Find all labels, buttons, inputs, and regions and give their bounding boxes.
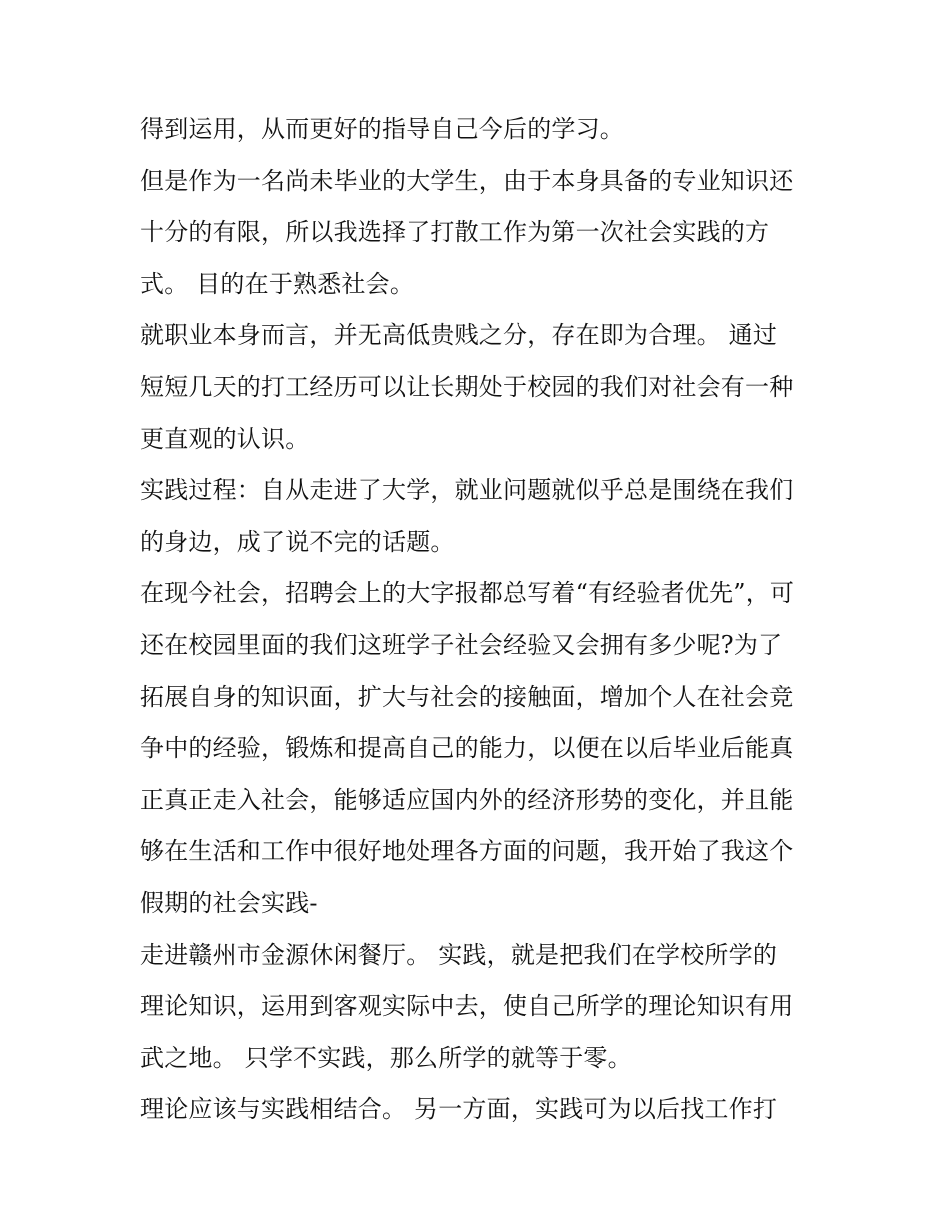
text-line-9: 的身边，成了说不完的话题。 (140, 527, 455, 556)
text-line-19: 武之地。 只学不实践，那么所学的就等于零。 (140, 1043, 632, 1072)
text-line-2: 但是作为一名尚未毕业的大学生，由于本身具备的专业知识还 (140, 166, 794, 195)
text-line-13: 争中的经验，锻炼和提高自己的能力，以便在以后毕业后能真 (140, 734, 794, 763)
text-line-16: 假期的社会实践- (140, 888, 318, 917)
text-line-1: 得到运用，从而更好的指导自己今后的学习。 (140, 115, 624, 143)
text-line-5: 就职业本身而言，并无高低贵贱之分，存在即为合理。 通过 (140, 321, 778, 350)
text-line-11: 还在校园里面的我们这班学子社会经验又会拥有多少呢?为了 (140, 630, 783, 659)
text-line-3: 十分的有限，所以我选择了打散工作为第一次社会实践的方 (140, 218, 770, 247)
text-line-6: 短短几天的打工经历可以让长期处于校园的我们对社会有一种 (140, 372, 794, 401)
text-line-7: 更直观的认识。 (140, 424, 310, 453)
text-line-4: 式。 目的在于熟悉社会。 (140, 269, 415, 298)
text-line-20: 理论应该与实践相结合。 另一方面，实践可为以后找工作打 (140, 1095, 778, 1124)
text-line-12: 拓展自身的知识面，扩大与社会的接触面，增加个人在社会竞 (140, 682, 794, 711)
document-body (140, 104, 820, 1136)
text-line-14: 正真正走入社会，能够适应国内外的经济形势的变化，并且能 (140, 785, 794, 814)
text-line-18: 理论知识，运用到客观实际中去，使自己所学的理论知识有用 (140, 992, 794, 1021)
text-line-15: 够在生活和工作中很好地处理各方面的问题，我开始了我这个 (140, 837, 794, 866)
text-line-10: 在现今社会，招聘会上的大字报都总写着“有经验者优先”，可 (140, 579, 795, 608)
text-line-8: 实践过程：自从走进了大学，就业问题就似乎总是围绕在我们 (140, 476, 794, 505)
text-line-17: 走进赣州市金源休闲餐厅。 实践，就是把我们在学校所学的 (140, 940, 778, 969)
